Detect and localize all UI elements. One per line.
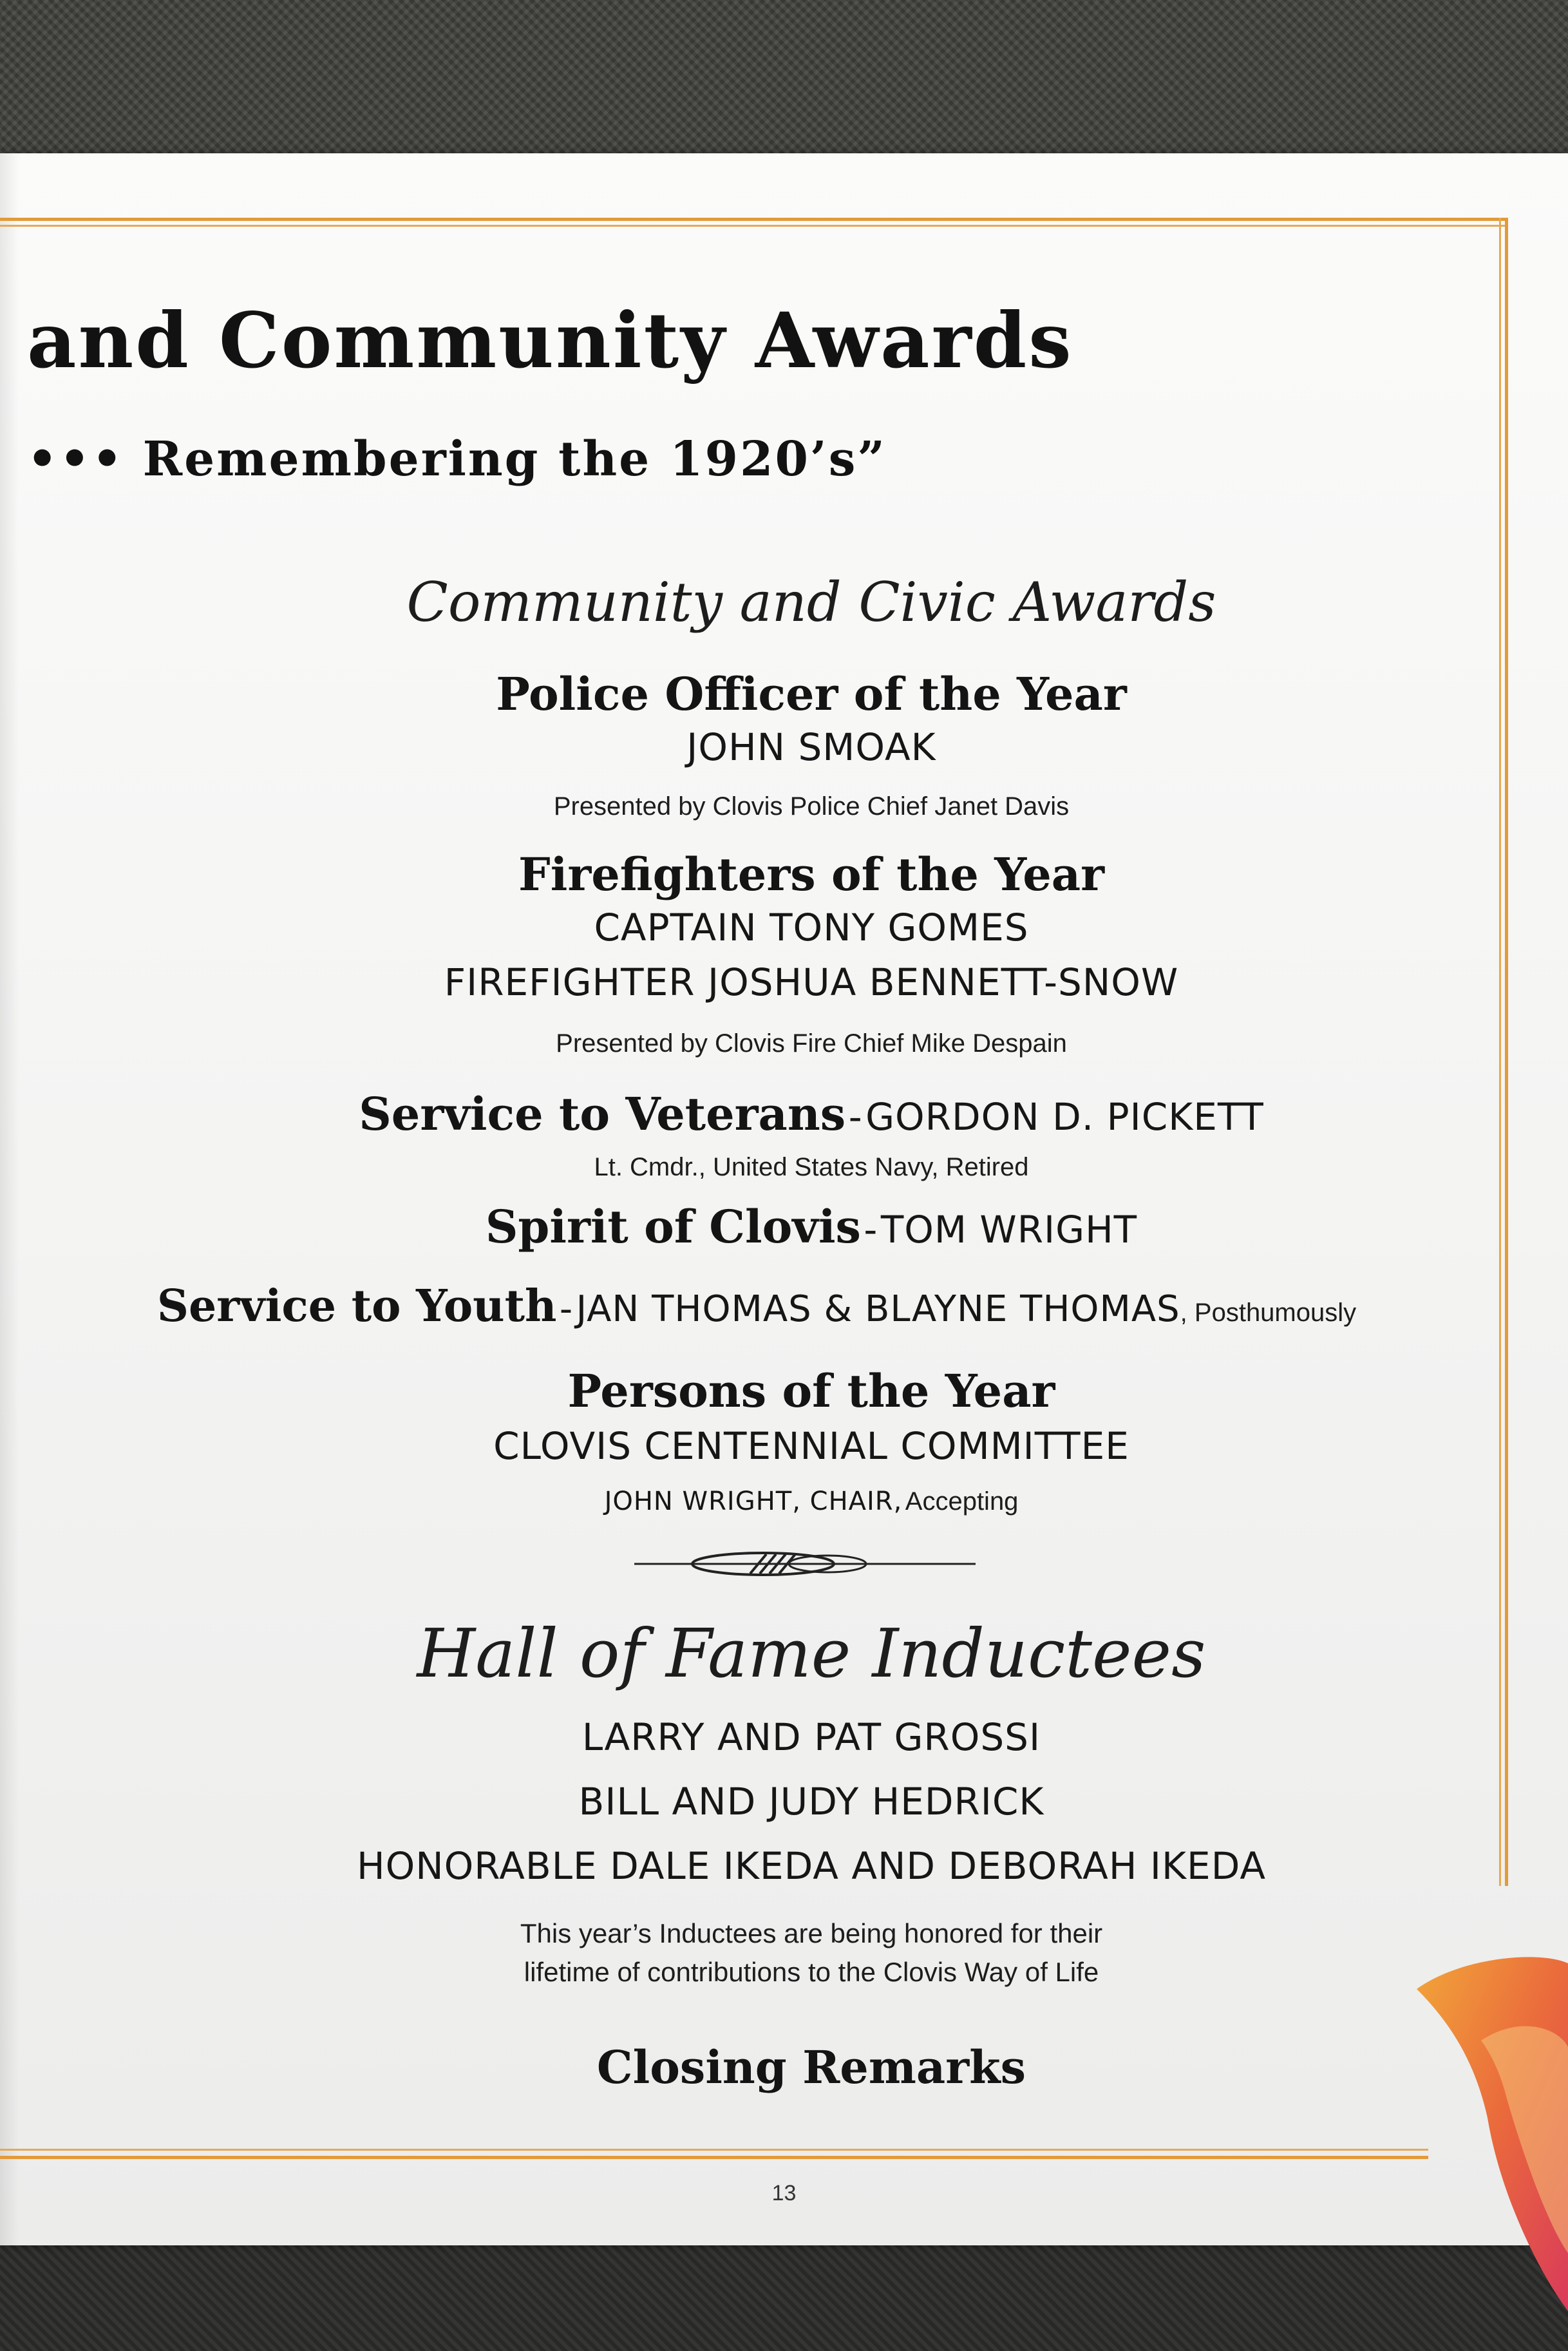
background-carpet-top (0, 0, 1568, 155)
page-subtitle: ••• Remembering the 1920’s” (27, 432, 887, 487)
section-heading-community: Community and Civic Awards (406, 571, 1216, 634)
award-recipient-firefighter-2: FIREFIGHTER JOSHUA BENNETT-SNOW (444, 960, 1179, 1004)
inductee-note-line-1: This year’s Inductees are being honored for their (520, 1918, 1103, 1948)
award-dash: - (864, 1208, 878, 1252)
award-recipient-veterans: GORDON D. PICKETT (865, 1095, 1264, 1139)
award-title-police: Police Officer of the Year (496, 667, 1127, 721)
award-accepting-label: Accepting (905, 1487, 1019, 1516)
award-suffix-youth: , Posthumously (1180, 1299, 1357, 1327)
award-recipient-firefighter-1: CAPTAIN TONY GOMES (594, 906, 1029, 949)
award-line-spirit (0, 1200, 1568, 1253)
award-line-youth (0, 1280, 1568, 1332)
award-accepting-line (0, 1487, 1568, 1516)
award-title-spirit: Spirit of Clovis (485, 1200, 861, 1253)
award-accepting-name: JOHN WRIGHT, CHAIR, (604, 1487, 903, 1516)
closing-remarks: Closing Remarks (596, 2041, 1026, 2094)
inductee-2: BILL AND JUDY HEDRICK (578, 1780, 1044, 1823)
award-recipient-spirit: TOM WRIGHT (880, 1208, 1138, 1252)
award-recipient-youth: JAN THOMAS & BLAYNE THOMAS (576, 1288, 1180, 1330)
award-dash: - (559, 1288, 574, 1330)
award-presenter-fire: Presented by Clovis Fire Chief Mike Despain (556, 1029, 1067, 1058)
inductee-1: LARRY AND PAT GROSSI (581, 1715, 1041, 1759)
section-heading-hall-of-fame: Hall of Fame Inductees (417, 1614, 1206, 1693)
background-carpet-bottom (0, 2242, 1568, 2351)
inductee-3: HONORABLE DALE IKEDA AND DEBORAH IKEDA (356, 1844, 1267, 1888)
page-number: 13 (771, 2181, 797, 2205)
program-content (0, 153, 1568, 2245)
inductee-note-line-2: lifetime of contributions to the Clovis Way of Life (524, 1957, 1099, 1987)
award-recipient-persons: CLOVIS CENTENNIAL COMMITTEE (493, 1424, 1129, 1468)
ornament-divider (634, 1545, 976, 1583)
award-recipient-police: JOHN SMOAK (686, 725, 936, 769)
award-line-veterans (0, 1087, 1568, 1141)
award-title-persons: Persons of the Year (567, 1364, 1055, 1418)
page-title: and Community Awards (27, 296, 1073, 385)
award-title-firefighters: Firefighters of the Year (518, 848, 1104, 901)
award-note-veterans: Lt. Cmdr., United States Navy, Retired (594, 1153, 1029, 1181)
award-title-youth: Service to Youth (156, 1280, 557, 1332)
award-dash: - (848, 1095, 863, 1139)
award-title-veterans: Service to Veterans (359, 1087, 846, 1141)
award-presenter-police: Presented by Clovis Police Chief Janet Davis (553, 792, 1070, 821)
